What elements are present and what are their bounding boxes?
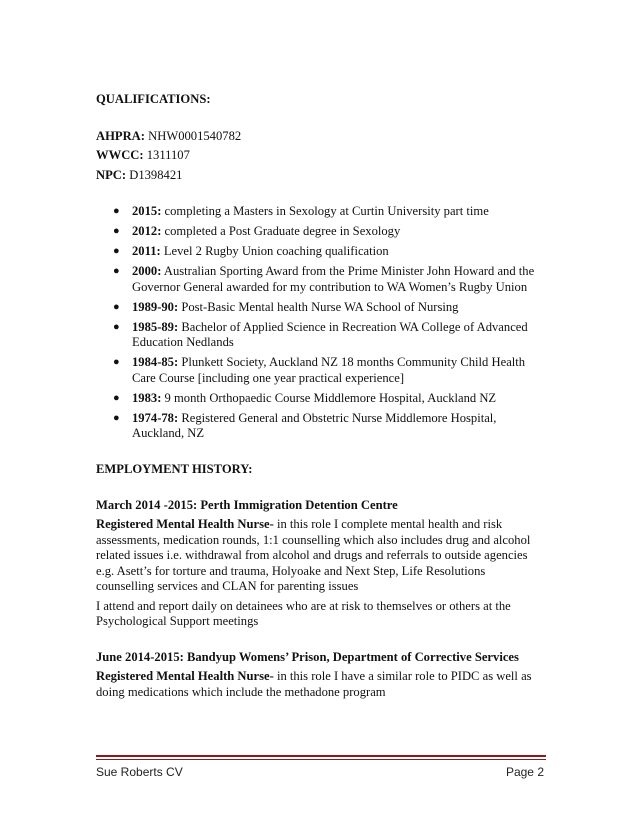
job-description-text: in this role I complete mental health and risk assessments, medication rounds, 1:1 counselling which also includes drug and alcohol related issues i.e. withdrawal from alcohol and drugs and referrals to outside agencies e.g. Asett’s for torture and trauma, Holyoake and Next Step, Life Resolutions counselling services and CLAN for parenting issues — [96, 517, 531, 593]
bullet-icon: ● — [113, 245, 120, 257]
bullet-icon: ● — [113, 225, 120, 237]
job-title: June 2014-2015: Bandyup Womens’ Prison, Department of Corrective Services — [96, 649, 519, 664]
job-description-text: in this role I have a similar role to PIDC as well as doing medications which include the methadone program — [96, 669, 532, 699]
job-role: Registered Mental Health Nurse- — [96, 517, 274, 531]
bullet-icon: ● — [113, 356, 120, 368]
bullet-icon: ● — [113, 391, 120, 404]
bullet-icon: ● — [113, 265, 120, 277]
bullet-icon: ● — [113, 411, 120, 424]
employment-heading: EMPLOYMENT HISTORY: — [96, 462, 253, 476]
job-title: March 2014 -2015: Perth Immigration Detention Centre — [96, 497, 398, 512]
wwcc-value: 1311107 — [146, 148, 190, 162]
page-content — [96, 92, 546, 700]
job-role: Registered Mental Health Nurse- — [96, 669, 274, 683]
npc-label: NPC: — [96, 167, 127, 182]
npc-value: D1398421 — [129, 167, 183, 182]
ahpra-value: NHW0001540782 — [148, 128, 242, 143]
footer-divider — [96, 755, 546, 757]
ahpra-line — [96, 129, 546, 145]
list-item: ● 2000: Australian Sporting Award from the Prime Minister John Howard and the Governor General awarded for my contribution to WA Women’s Rugby Union — [113, 264, 535, 294]
bullet-icon: ● — [113, 205, 120, 217]
list-item: ● 2015: completing a Masters in Sexology at Curtin University part time — [113, 204, 489, 218]
page-number: Page 2 — [505, 765, 544, 779]
list-item: ● 1974-78: Registered General and Obstetric Nurse Middlemore Hospital, Auckland, NZ — [113, 410, 497, 440]
footer-title: Sue Roberts CV — [96, 765, 183, 779]
job-description — [96, 517, 546, 595]
list-item: ● 2011: Level 2 Rugby Union coaching qualification — [113, 244, 389, 258]
list-item: ● 2012: completed a Post Graduate degree in Sexology — [113, 224, 401, 238]
job-extra: I attend and report daily on detainees who are at risk to themselves or others at the Psychological Support meetings — [96, 598, 511, 628]
footer-divider — [96, 759, 546, 760]
wwcc-line — [96, 148, 546, 164]
bullet-icon: ● — [113, 320, 120, 333]
ahpra-label: AHPRA: — [96, 128, 145, 143]
wwcc-label: WWCC: — [96, 148, 144, 162]
qualifications-heading: QUALIFICATIONS: — [96, 92, 211, 106]
list-item: ● 1983: 9 month Orthopaedic Course Middlemore Hospital, Auckland NZ — [113, 390, 497, 405]
job-description — [96, 669, 546, 700]
npc-line — [96, 168, 546, 184]
list-item: ● 1984-85: Plunkett Society, Auckland NZ 18 months Community Child Health Care Course [including one year practical experience] — [113, 355, 526, 385]
list-item: ● 1985-89: Bachelor of Applied Science in Recreation WA College of Advanced Education Nedlands — [113, 319, 528, 349]
bullet-icon: ● — [113, 300, 120, 313]
qualifications-list — [96, 204, 546, 442]
list-item: ● 1989-90: Post-Basic Mental health Nurse WA School of Nursing — [113, 299, 459, 314]
